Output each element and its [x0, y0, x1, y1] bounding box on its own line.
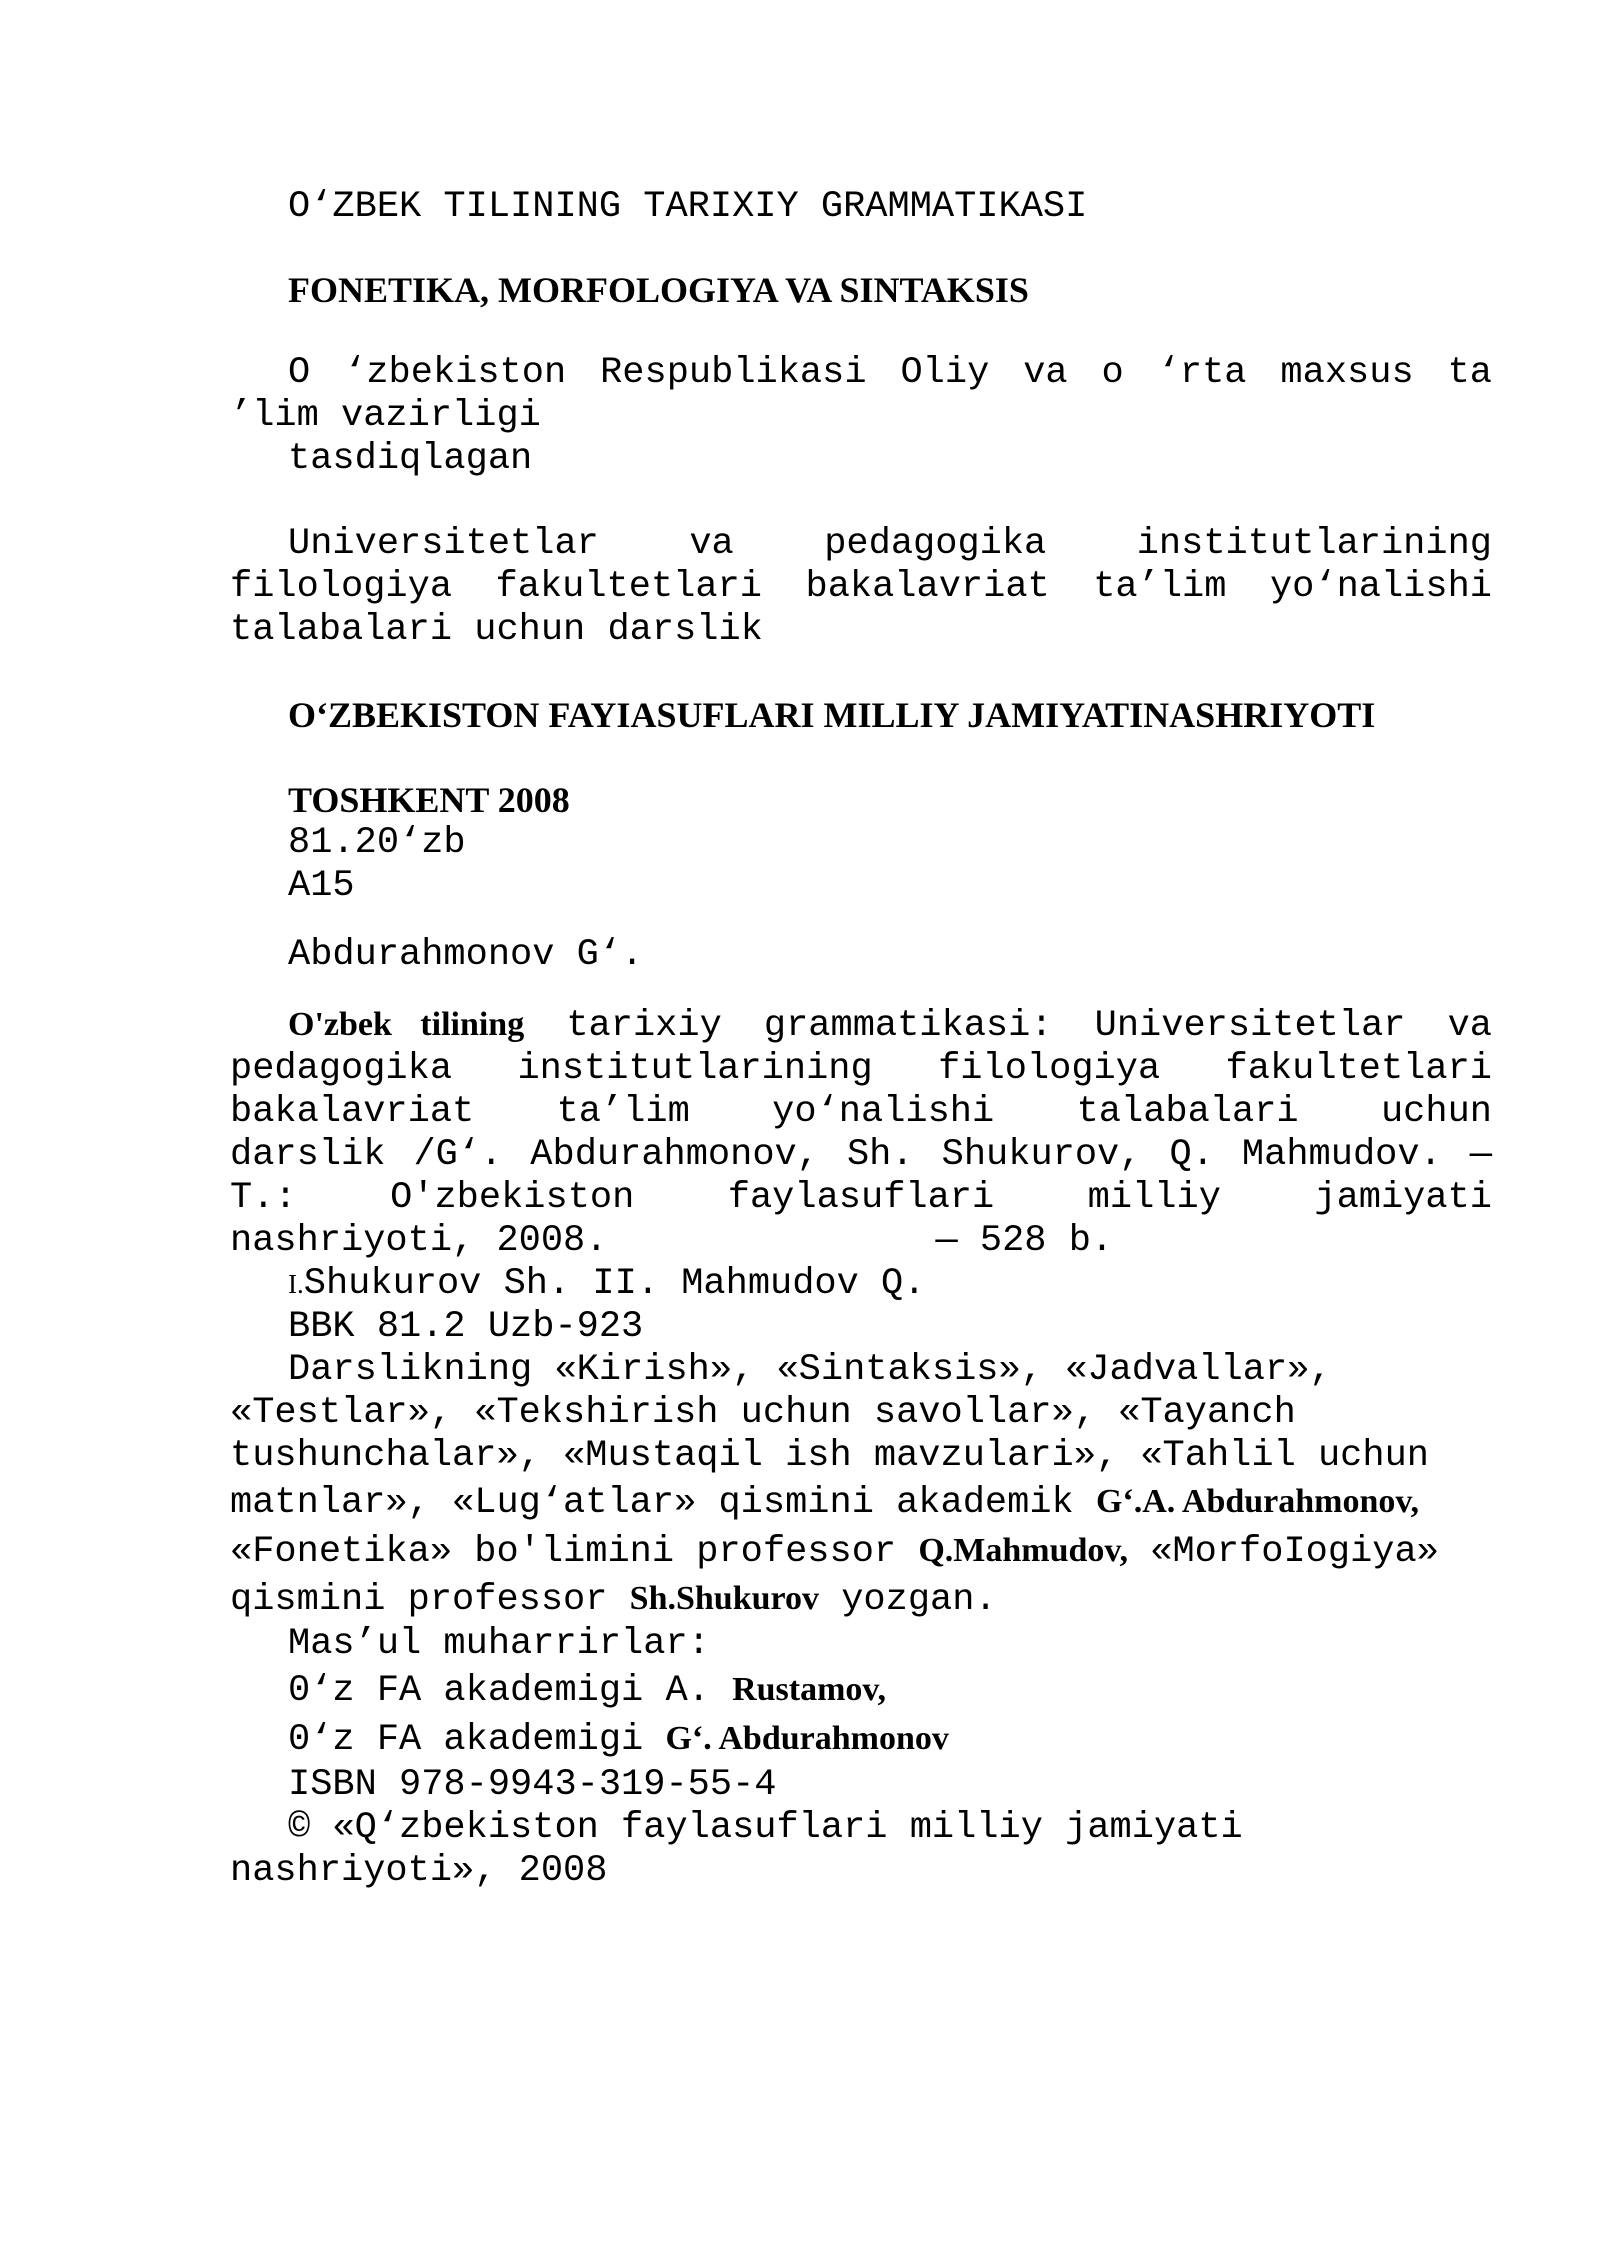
- bbk-code: BBK 81.2 Uzb-923: [288, 1306, 644, 1348]
- editors-heading: Mas’ul muharrirlar:: [288, 1623, 710, 1665]
- author-credit-abdurahmonov: G‘.A. Abdurahmonov,: [1095, 1483, 1420, 1520]
- approval-line-1: O ‘zbekiston Respublikasi Oliy va o ‘rta maxsus ta: [288, 352, 1492, 394]
- audience-line-3: talabalari uchun darslik: [230, 609, 763, 651]
- citation-line-4: darslik /G‘. Abdurahmonov, Sh. Shukurov, Q. Mahmudov. —: [230, 1134, 1492, 1176]
- citation-line-1: [230, 1003, 1492, 1048]
- authorship-line-1: Darslikning «Kirish», «Sintaksis», «Jadvallar»,: [288, 1349, 1332, 1391]
- citation-block: [230, 1003, 1492, 1263]
- editor-2-name: G‘. Abdurahmonov: [665, 1720, 949, 1757]
- authorship-line-5: [230, 1527, 1492, 1576]
- citation-line-3: bakalavriat ta’lim yo‘nalishi talabalari uchun: [230, 1091, 1492, 1133]
- authorship-text: «Fonetika» bo'limini professor: [230, 1531, 919, 1573]
- book-title: O‘ZBEK TILINING TARIXIY GRAMMATIKASI: [288, 186, 1088, 228]
- approval-line-2: ’lim vazirligi: [230, 395, 541, 437]
- approval-note: [230, 352, 1492, 481]
- coauthors-text: Shukurov Sh. II. Mahmudov Q.: [303, 1263, 926, 1305]
- authorship-line-4: [230, 1478, 1492, 1527]
- approval-line-3: tasdiqlagan: [288, 438, 533, 480]
- audience-line-1: Universitetlar va pedagogika institutlarining: [288, 523, 1492, 565]
- editor-1: [230, 1666, 1492, 1715]
- citation-line-6: [230, 1220, 1492, 1263]
- copyright-line-2: nashriyoti», 2008: [230, 1850, 608, 1892]
- authorship-note: [230, 1349, 1492, 1623]
- authorship-line-3: tushunchalar», «Mustaqil ish mavzulari», «Tahlil uchun: [230, 1435, 1429, 1477]
- editor-2: [230, 1715, 1492, 1764]
- citation-publisher-year: nashriyoti, 2008.: [230, 1220, 608, 1262]
- roman-numeral: I.: [288, 1269, 304, 1299]
- editor-title: 0‘z FA akademigi: [288, 1719, 666, 1761]
- editors-block: [230, 1623, 1492, 1764]
- isbn: ISBN 978-9943-319-55-4: [288, 1764, 777, 1806]
- editor-title: 0‘z FA akademigi A.: [288, 1670, 733, 1712]
- audience-line-2: filologiya fakultetlari bakalavriat ta’lim yo‘nalishi: [230, 566, 1492, 608]
- citation-bold-title: O'zbek tilining: [288, 1006, 525, 1043]
- editor-1-name: Rustamov,: [732, 1671, 887, 1708]
- book-subtitle: FONETIKA, MORFOLOGIYA VA SINTAKSIS: [288, 270, 1029, 310]
- authorship-line-2: «Testlar», «Tekshirish uchun savollar», «Tayanch: [230, 1392, 1296, 1434]
- citation-text: tarixiy grammatikasi: Universitetlar va: [524, 1005, 1492, 1047]
- author-credit-mahmudov: Q.Mahmudov,: [918, 1532, 1129, 1569]
- citation-pages: — 528 b.: [935, 1220, 1114, 1262]
- publisher-name: O‘ZBEKISTON FAYIASUFLARI MILLIY JAMIYATINASHRIYOTI: [288, 695, 1376, 735]
- authorship-text: qismini professor: [230, 1579, 630, 1621]
- index-code: A15: [288, 865, 355, 907]
- citation-line-2: pedagogika institutlarining filologiya fakultetlari: [230, 1048, 1492, 1090]
- citation-line-5: T.: O'zbekiston faylasuflari milliy jamiyati: [230, 1177, 1492, 1219]
- coauthors-line: [230, 1263, 1492, 1306]
- authorship-text: yozgan.: [819, 1579, 997, 1621]
- copyright-line-1: © «Q‘zbekiston faylasuflari milliy jamiyati: [288, 1807, 1243, 1849]
- udk-code: 81.20‘zb: [288, 822, 466, 864]
- city-year: TOSHKENT 2008: [288, 780, 570, 820]
- authorship-text: matnlar», «Lug‘atlar» qismini akademik: [230, 1482, 1096, 1524]
- page-content: [230, 186, 1492, 1893]
- audience-note: [230, 523, 1492, 652]
- author-credit-shukurov: Sh.Shukurov: [629, 1580, 820, 1617]
- authorship-text: «MorfoIogiya»: [1128, 1531, 1439, 1573]
- copyright-block: [230, 1807, 1492, 1893]
- authorship-line-6: [230, 1576, 1492, 1623]
- author-name: Abdurahmonov G‘.: [288, 934, 644, 976]
